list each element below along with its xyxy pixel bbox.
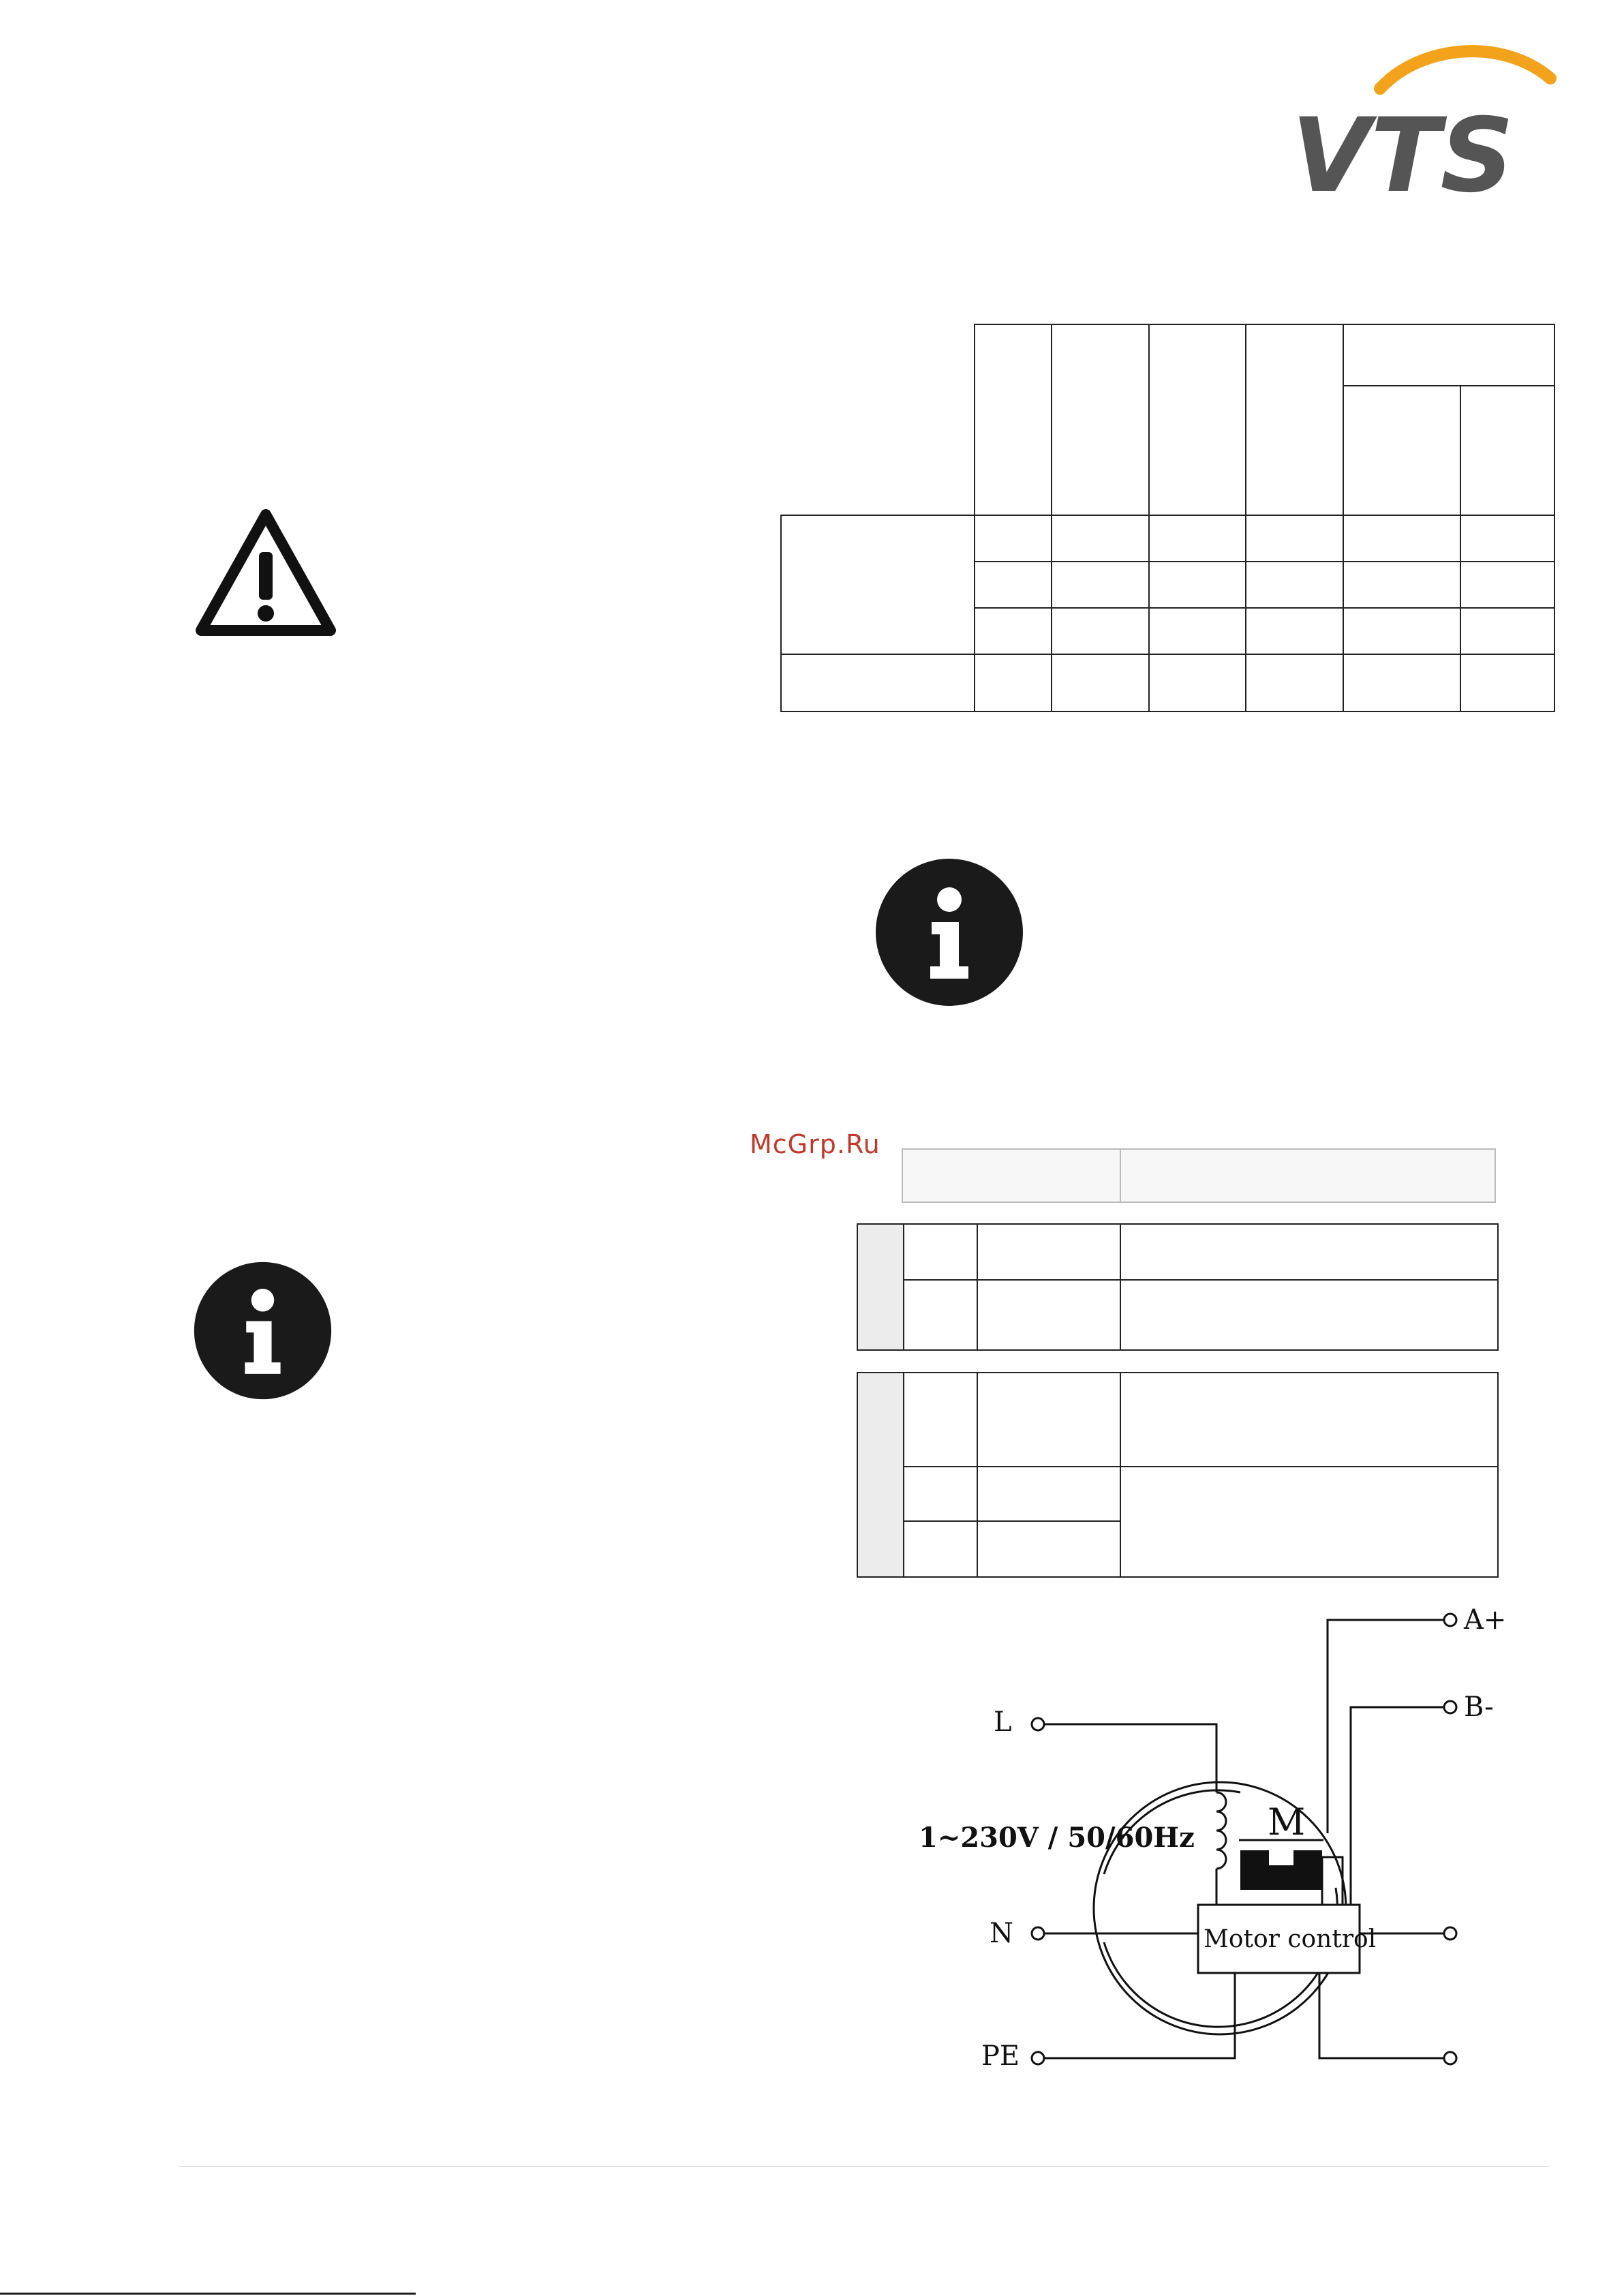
table-row bbox=[857, 1280, 1498, 1350]
watermark: McGrp.Ru bbox=[750, 1129, 880, 1159]
terminal-label-l: L bbox=[994, 1706, 1012, 1738]
table-row bbox=[857, 1224, 1498, 1280]
terminal-table-control bbox=[857, 1372, 1499, 1578]
spec-header-cell bbox=[975, 324, 1052, 515]
spec-header-cell bbox=[1052, 324, 1149, 515]
spec-row-label bbox=[781, 515, 975, 654]
motor-control-label: Motor control bbox=[1204, 1925, 1377, 1953]
footer-divider bbox=[179, 2166, 1549, 2167]
terminal-label-n: N bbox=[990, 1918, 1013, 1949]
supply-label: 1~230V / 50/60Hz bbox=[919, 1822, 1195, 1854]
terminal-table-power bbox=[857, 1223, 1499, 1351]
group-label-cell bbox=[857, 1373, 904, 1577]
motor-symbol: M bbox=[1268, 1801, 1306, 1843]
spec-subheader-cell bbox=[1460, 386, 1554, 515]
terminal-label-a-plus: A+ bbox=[1464, 1604, 1507, 1636]
terminal-label-pe: PE bbox=[981, 2040, 1020, 2072]
spec-header-cell bbox=[1149, 324, 1246, 515]
spec-table-header-row bbox=[781, 324, 1554, 386]
table-row bbox=[857, 1467, 1498, 1521]
warning-triangle-icon bbox=[194, 508, 337, 637]
info-icon bbox=[874, 857, 1024, 1007]
terminal-label-b-minus: B- bbox=[1464, 1692, 1494, 1723]
spec-table bbox=[780, 324, 1555, 712]
table-row bbox=[781, 654, 1554, 711]
logo-text: VTS bbox=[1291, 97, 1514, 208]
spec-subheader-cell bbox=[1343, 386, 1460, 515]
terminal-header-cell bbox=[1120, 1149, 1495, 1202]
vts-logo bbox=[1278, 37, 1564, 208]
terminal-header-cell bbox=[902, 1149, 1120, 1202]
table-row bbox=[857, 1373, 1498, 1467]
spec-header-group-cell bbox=[1343, 324, 1554, 386]
corner-divider bbox=[0, 2293, 416, 2295]
terminal-header-table bbox=[902, 1148, 1496, 1203]
group-label-cell bbox=[857, 1224, 904, 1350]
table-row bbox=[781, 515, 1554, 562]
spec-header-cell bbox=[1246, 324, 1343, 515]
spec-row-label bbox=[781, 654, 975, 711]
wiring-diagram bbox=[913, 1588, 1527, 2119]
info-icon bbox=[193, 1261, 333, 1400]
